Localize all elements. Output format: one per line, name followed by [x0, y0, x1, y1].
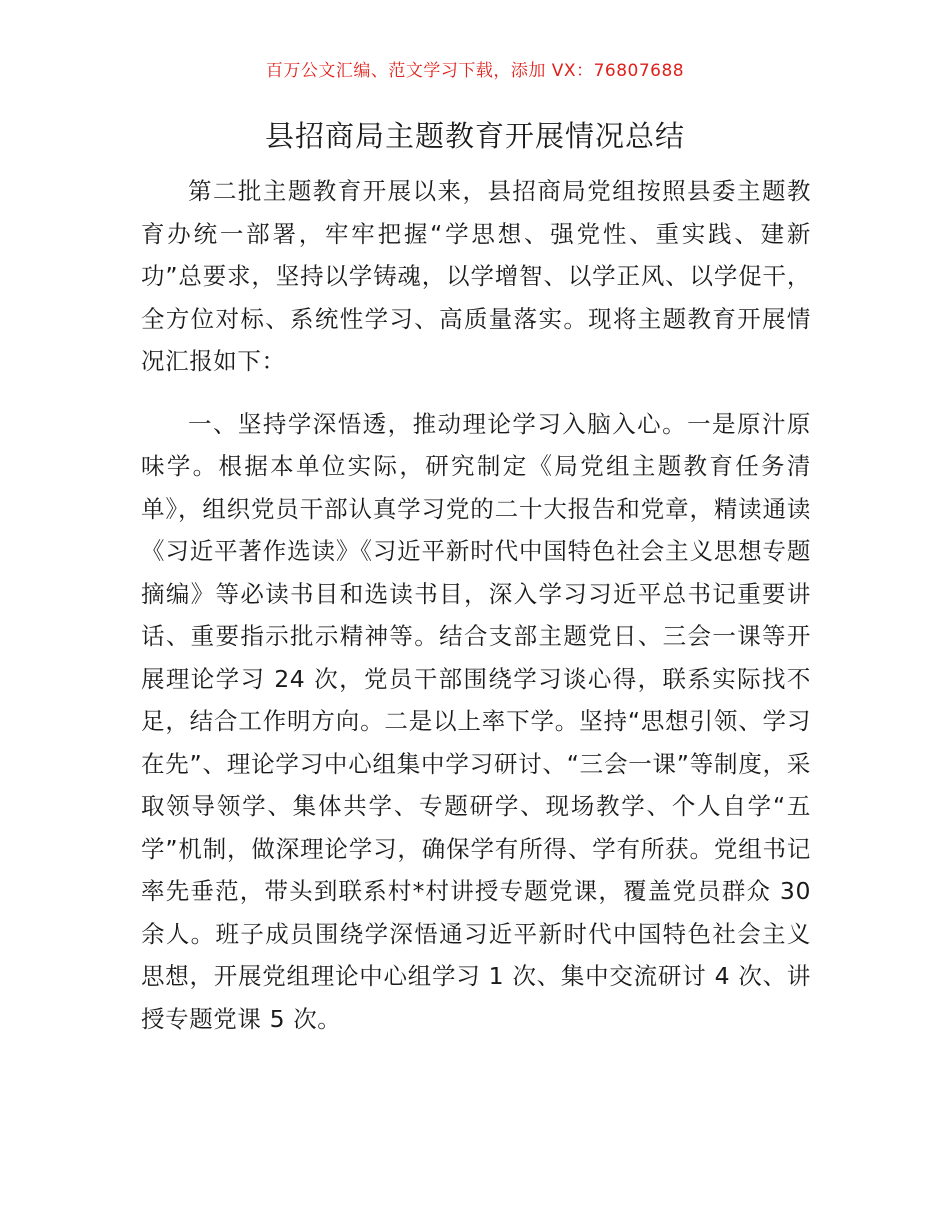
watermark-header: 百万公文汇编、范文学习下载，添加 VX：76807688 [265, 61, 685, 81]
document-body [141, 170, 811, 1040]
paragraph-section-one: 一、坚持学深悟透，推动理论学习入脑入心。一是原汁原味学。根据本单位实际，研究制定《局党组主题教育任务清单》，组织党员干部认真学习党的二十大报告和党章，精读通读《习近平著作选读》《习近平新时代中国特色社会主义思想专题摘编》等必读书目和选读书目，深入学习习近平总书记重要讲话、重要指示批示精神等。结合支部主题党日、三会一课等开展理论学习 24 次，党员干部围绕学习谈心得，联系实际找不足，结合工作明方向。二是以上率下学。坚持“思想引领、学习在先”、理论学习中心组集中学习研讨、“三会一课”等制度，采取领导领学、集体共学、专题研学、现场教学、个人自学“五学”机制，做深理论学习，确保学有所得、学有所获。党组书记率先垂范，带头到联系村*村讲授专题党课，覆盖党员群众 30 余人。班子成员围绕学深悟通习近平新时代中国特色社会主义思想，开展党组理论中心组学习 1 次、集中交流研讨 4 次、讲授专题党课 5 次。 [141, 409, 811, 1033]
paragraph-intro: 第二批主题教育开展以来，县招商局党组按照县委主题教育办统一部署，牢牢把握“学思想、强党性、重实践、建新功”总要求，坚持以学铸魂，以学增智、以学正风、以学促干，全方位对标、系统性学习、高质量落实。现将主题教育开展情况汇报如下： [141, 177, 811, 375]
document-title: 县招商局主题教育开展情况总结 [264, 119, 685, 153]
